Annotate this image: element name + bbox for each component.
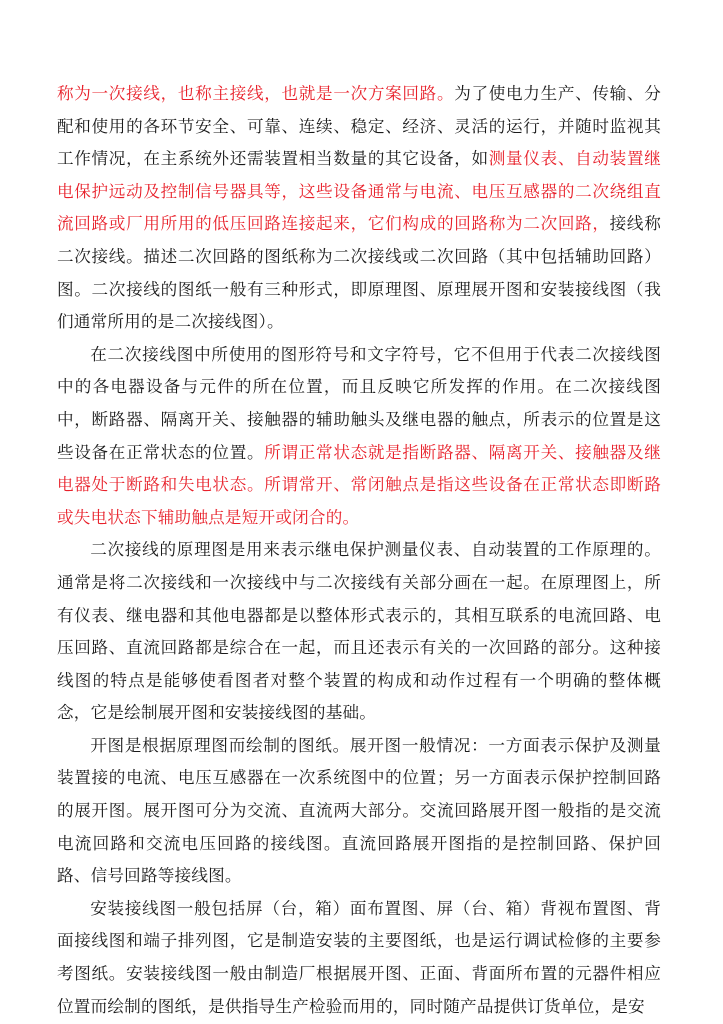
text-segment: 所谓正常状态就是指断路器、隔离开关、接触器及继电器处于断路和失电状态。所谓常开、常闭触点是指这些设备在正常状态即断路或失电状态下辅助触点是短开或闭合的。 [57,442,661,527]
text-segment: 安装接线图一般包括屏（台，箱）面布置图、屏（台、箱）背视布置图、背面接线图和端子排列图，它是制造安装的主要图纸，也是运行调试检修的主要参考图纸。安装接线图一般由制造厂根据展开图、正面、背面所布置的元器件相应位置而绘制的图纸，是供指导生产检验而用的，同时随产品提供订货单位，是安 [57,898,661,1016]
paragraph-2 [57,339,661,535]
text-segment: 称为一次接线，也称主接线，也就是一次方案回路。 [57,84,455,103]
text-segment: 在二次接线图中所使用的图形符号和文字符号，它不但用于代表二次接线图中的各电器设备与元件的所在位置，而且反映它所发挥的作用。在二次接线图中，断路器、隔离开关、接触器的辅助触头及继电器的触点，所表示的位置是这些设备在正常状态的位置。 [57,344,661,462]
text-segment: 开图是根据原理图而绘制的图纸。展开图一般情况：一方面表示保护及测量装置接的电流、电压互感器在一次系统图中的位置；另一方面表示保护控制回路的展开图。展开图可分为交流、直流两大部分。交流回路展开图一般指的是交流电流回路和交流电压回路的接线图。直流回路展开图指的是控制回路、保护回路、信号回路等接线图。 [57,735,661,886]
text-segment: 接线称二次接线。描述二次回路的图纸称为二次接线或二次回路（其中包括辅助回路）图。二次接线的图纸一般有三种形式，即原理图、原理展开图和安装接线图（我们通常所用的是二次接线图）。 [57,214,661,332]
text-segment: 测量仪表、自动装置继电保护远动及控制信号器具等，这些设备通常与电流、电压互感器的二次绕组直流回路或厂用所用的低压回路连接起来，它们构成的回路称为二次回路， [57,149,662,234]
paragraph-4 [57,730,661,893]
paragraph-5 [57,893,661,1023]
paragraph-1 [57,78,661,339]
paragraph-3 [57,534,661,730]
text-segment: 为了使电力生产、传输、分配和使用的各环节安全、可靠、连续、稳定、经济、灵活的运行，并随时监视其工作情况，在主系统外还需装置相当数量的其它设备，如 [57,84,661,169]
text-segment: 二次接线的原理图是用来表示继电保护测量仪表、自动装置的工作原理的。通常是将二次接线和一次接线中与二次接线有关部分画在一起。在原理图上，所有仪表、继电器和其他电器都是以整体形式表示的，其相互联系的电流回路、电压回路、直流回路都是综合在一起，而且还表示有关的一次回路的部分。这种接线图的特点是能够使看图者对整个装置的构成和动作过程有一个明确的整体概念，它是绘制展开图和安装接线图的基础。 [57,540,661,723]
